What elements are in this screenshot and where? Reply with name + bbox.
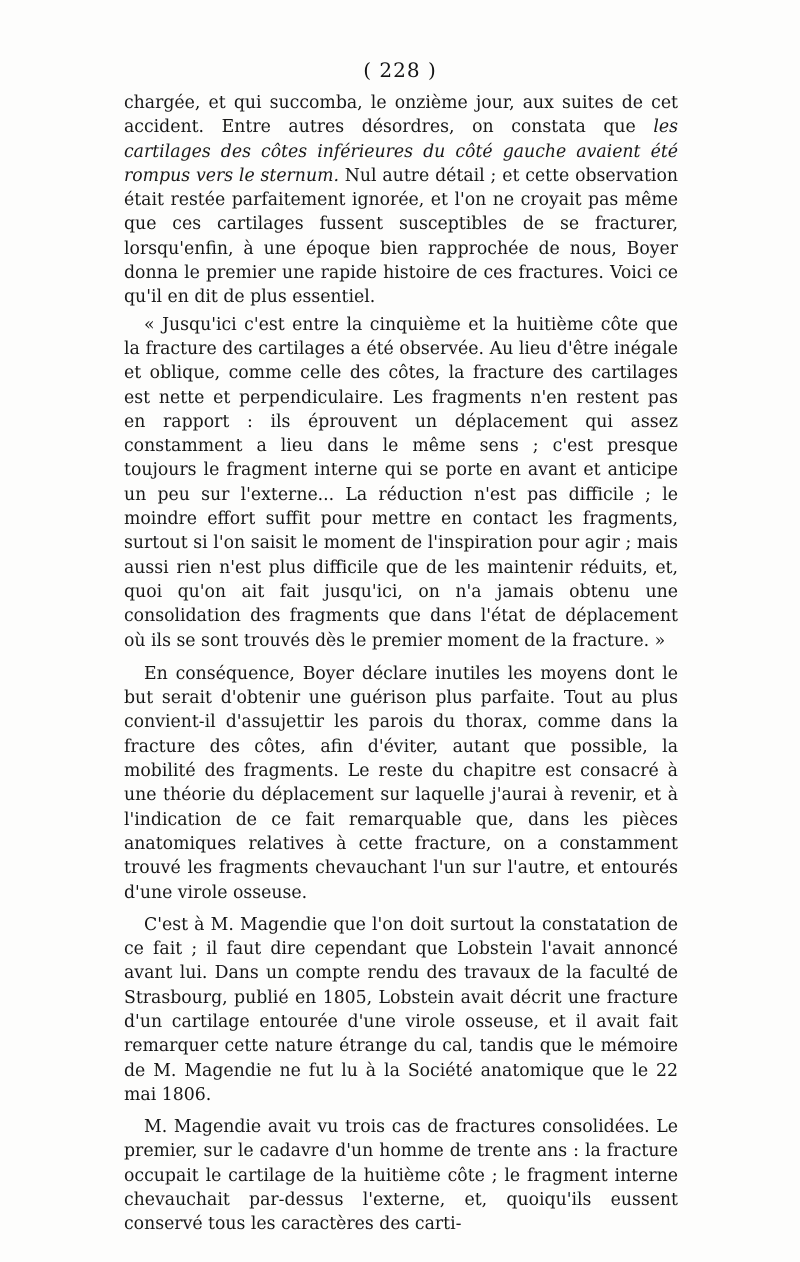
paragraph-magendie-lobstein: C'est à M. Magendie que l'on doit surtout la constatation de ce fait ; il faut dire cependant que Lobstein l'avait annoncé avant lui. Dans un compte rendu des travaux de la faculté de Strasbourg, publié en 1805, Lobstein avait décrit une fracture d'un cartilage entourée d'une virole osseuse, et il avait fait remarquer cette nature étrange du cal, tandis que le mémoire de M. Magendie ne fut lu à la Société anatomique que le 22 mai 1806. bbox=[124, 914, 678, 1105]
paragraph-1-text-start: chargée, et qui succomba, le onzième jour, aux suites de cet accident. Entre autres désordres, on constata que bbox=[124, 93, 678, 138]
paragraph-1-text-end: Nul autre détail ; et cette observation était restée parfaitement ignorée, et l'on ne croyait pas même que ces cartilages fussent susceptibles de se fracturer, lorsqu'enfin, à une époque bien rapprochée de nous, Boyer donna le premier une rapide histoire de ces fractures. Voici ce qu'il en dit de plus essentiel. bbox=[124, 165, 678, 308]
page-number: ( 228 ) bbox=[363, 58, 437, 82]
paragraph-boyer-quote: « Jusqu'ici c'est entre la cinquième et la huitième côte que la fracture des cartilages a été observée. Au lieu d'être inégale et oblique, comme celle des côtes, la fracture des cartilages est nette et perpendiculaire. Les fragments n'en restent pas en rapport : ils éprouvent un déplacement qui assez constamment a lieu dans le même sens ; c'est presque toujours le fragment interne qui se porte en avant et anticipe un peu sur l'externe... La réduction n'est pas difficile ; le moindre effort suffit pour mettre en contact les fragments, surtout si l'on saisit le moment de l'inspiration pour agir ; mais aussi rien n'est plus difficile que de les maintenir réduits, et, quoi qu'on ait fait jusqu'ici, on n'a jamais obtenu une consolidation des fragments que dans l'état de déplacement où ils se sont trouvés dès le premier moment de la fracture. » bbox=[124, 314, 678, 651]
paragraph-boyer-conclusion: En conséquence, Boyer déclare inutiles les moyens dont le but serait d'obtenir une guérison plus parfaite. Tout au plus convient-il d'assujettir les parois du thorax, comme dans la fracture des côtes, afin d'éviter, autant que possible, la mobilité des fragments. Le reste du chapitre est consacré à une théorie du déplacement sur laquelle j'aurai à revenir, et à l'indication de ce fait remarquable que, dans les pièces anatomiques relatives à cette fracture, on a constamment trouvé les fragments chevauchant l'un sur l'autre, et entourés d'une virole osseuse. bbox=[124, 663, 678, 903]
paragraph-magendie-cases: M. Magendie avait vu trois cas de fractures consolidées. Le premier, sur le cadavre d'un homme de trente ans : la fracture occupait le cartilage de la huitième côte ; le fragment interne chevauchait par-dessus l'externe, et, quoiqu'ils eussent conservé tous les caractères des carti- bbox=[124, 1117, 678, 1235]
paragraph-1-italic-quote: les cartilages des côtes inférieures du côté gauche avaient été rompus vers le sternum. bbox=[124, 117, 678, 186]
paragraph-continuation bbox=[124, 91, 678, 310]
body-text bbox=[124, 91, 678, 1237]
